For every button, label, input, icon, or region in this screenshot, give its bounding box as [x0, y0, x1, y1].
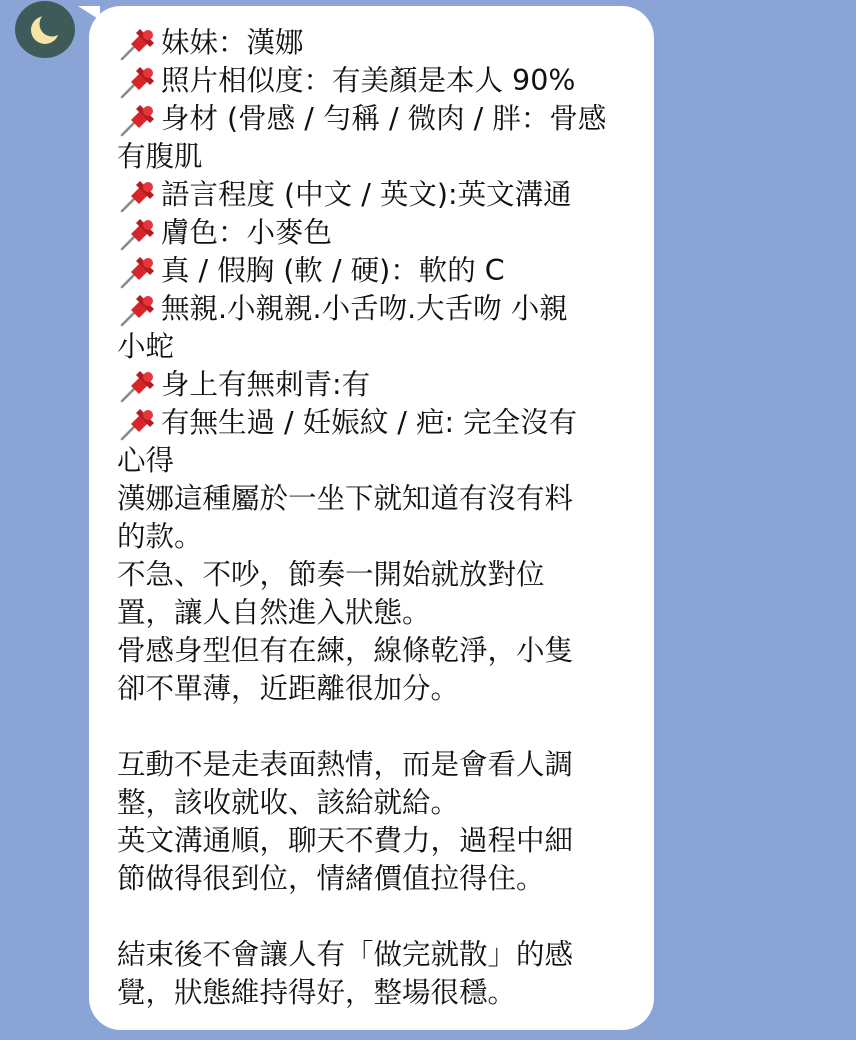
message-line-text: 語言程度 (中文 / 英文):英文溝通 [161, 178, 572, 211]
message-line [117, 594, 654, 632]
message-line-text: 有無生過 / 妊娠紋 / 疤: 完全沒有 [161, 406, 578, 439]
crescent-moon-icon [15, 1, 75, 58]
message-line [117, 746, 654, 784]
message-line-text: 不急、不吵，節奏一開始就放對位 [117, 558, 545, 591]
message-line-text: 照片相似度：有美顏是本人 90% [161, 64, 576, 97]
pushpin-icon [117, 176, 161, 214]
message-line [117, 974, 654, 1012]
message-line [117, 556, 654, 594]
pushpin-icon [117, 366, 161, 404]
message-line [117, 138, 654, 176]
pushpin-icon [117, 252, 161, 290]
message-line-pinned [117, 214, 654, 252]
message-line-text: 整，該收就收、該給就給。 [117, 786, 460, 819]
message-line [117, 518, 654, 556]
message-line [117, 860, 654, 898]
message-line [117, 670, 654, 708]
message-line-text: 小蛇 [117, 330, 175, 363]
message-line-pinned [117, 100, 654, 138]
message-line-text: 置，讓人自然進入狀態。 [117, 596, 431, 629]
message-line-pinned [117, 404, 654, 442]
message-line-text: 膚色：小麥色 [161, 216, 333, 249]
message-line [117, 784, 654, 822]
message-line-pinned [117, 24, 654, 62]
message-line-text: 身材 (骨感 / 勻稱 / 微肉 / 胖：骨感 [161, 102, 607, 135]
message-line [117, 822, 654, 860]
message-line-text: 無親.小親親.小舌吻.大舌吻 小親 [161, 292, 568, 325]
message-line-text: 英文溝通順，聊天不費力，過程中細 [117, 824, 574, 857]
message-line-text: 身上有無刺青:有 [161, 368, 371, 401]
pushpin-icon [117, 100, 161, 138]
message-line-text: 節做得很到位，情緒價值拉得住。 [117, 862, 545, 895]
message-line [117, 936, 654, 974]
pushpin-icon [117, 404, 161, 442]
message-line [117, 898, 654, 936]
message-line-text: 心得 [117, 444, 175, 477]
message-line-text: 結束後不會讓人有「做完就散」的感 [117, 938, 574, 971]
pushpin-icon [117, 24, 161, 62]
message-line [117, 480, 654, 518]
message-line-pinned [117, 290, 654, 328]
message-line-pinned [117, 366, 654, 404]
message-line-pinned [117, 252, 654, 290]
message-line-text: 漢娜這種屬於一坐下就知道有沒有料 [117, 482, 574, 515]
message-line-pinned [117, 62, 654, 100]
message-line [117, 328, 654, 366]
message-line-text: 互動不是走表面熱情，而是會看人調 [117, 748, 574, 781]
pushpin-icon [117, 62, 161, 100]
pushpin-icon [117, 290, 161, 328]
message-bubble[interactable] [89, 6, 654, 1030]
message-line-text: 妹妹：漢娜 [161, 26, 304, 59]
message-line [117, 442, 654, 480]
message-line-text: 卻不單薄，近距離很加分。 [117, 672, 460, 705]
message-line-text: 有腹肌 [117, 140, 203, 173]
message-line [117, 708, 654, 746]
message-line-text: 真 / 假胸 (軟 / 硬)：軟的 C [161, 254, 505, 287]
message-line-pinned [117, 176, 654, 214]
pushpin-icon [117, 214, 161, 252]
message-line-text: 骨感身型但有在練，線條乾淨，小隻 [117, 634, 574, 667]
message-line [117, 632, 654, 670]
message-line-text: 的款。 [117, 520, 203, 553]
message-line-text: 覺，狀態維持得好，整場很穩。 [117, 976, 517, 1009]
avatar[interactable] [15, 1, 75, 58]
